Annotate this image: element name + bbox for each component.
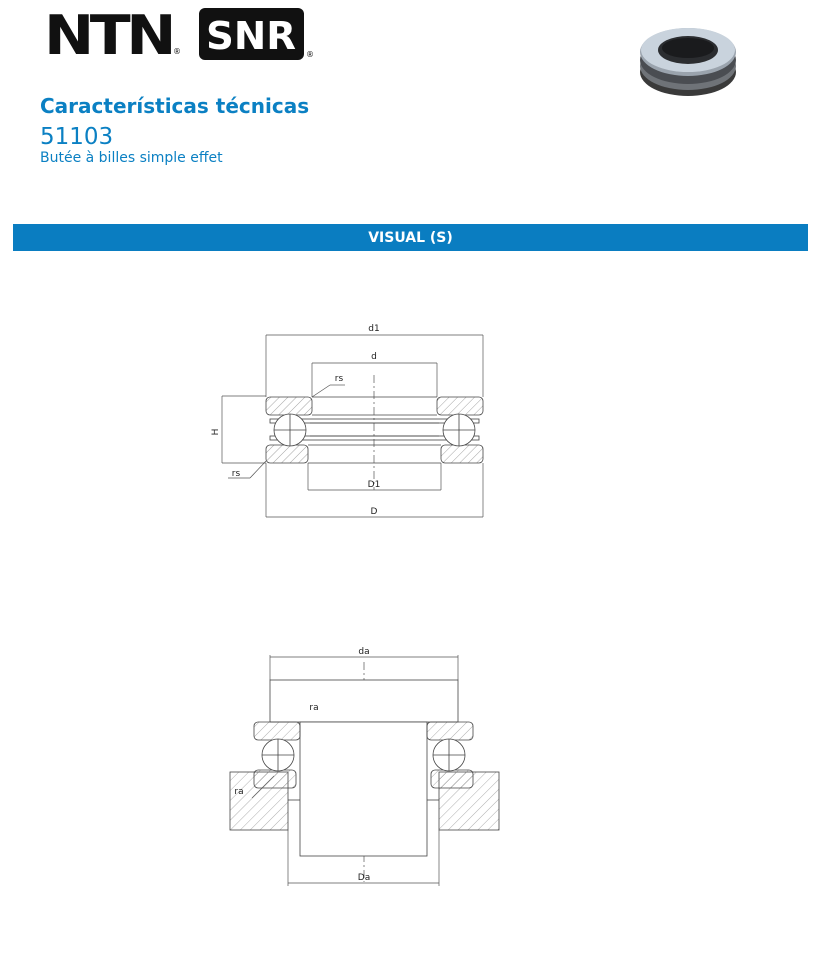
dim-label-Da: Da <box>357 873 371 883</box>
dim-label-da: da <box>358 647 370 657</box>
product-subtitle: Butée à billes simple effet <box>40 150 223 166</box>
dim-label-D: D <box>370 507 378 517</box>
ntn-logo <box>44 8 184 60</box>
page-title: Características técnicas <box>40 94 310 118</box>
svg-text:®: ® <box>173 47 181 56</box>
dim-label-d: d <box>371 352 377 362</box>
bearing-product-image <box>634 22 742 102</box>
snr-logo-text: SNR <box>206 14 296 58</box>
section-banner: VISUAL (S) <box>13 224 808 251</box>
dim-label-D1: D1 <box>367 480 381 490</box>
bearing-dimension-drawing <box>200 315 500 525</box>
dim-label-ra-left: ra <box>234 787 244 797</box>
product-code: 51103 <box>40 124 114 150</box>
svg-text:®: ® <box>306 50 314 59</box>
dim-label-rs-bottom: rs <box>231 469 241 479</box>
dim-label-d1: d1 <box>368 324 380 334</box>
dim-label-h: H <box>211 428 221 436</box>
dim-label-ra-top: ra <box>309 703 319 713</box>
snr-logo <box>198 7 318 63</box>
ntn-logo-text: NTN <box>44 8 172 60</box>
dim-label-rs-top: rs <box>334 374 344 384</box>
mounting-dimension-drawing <box>222 640 507 890</box>
